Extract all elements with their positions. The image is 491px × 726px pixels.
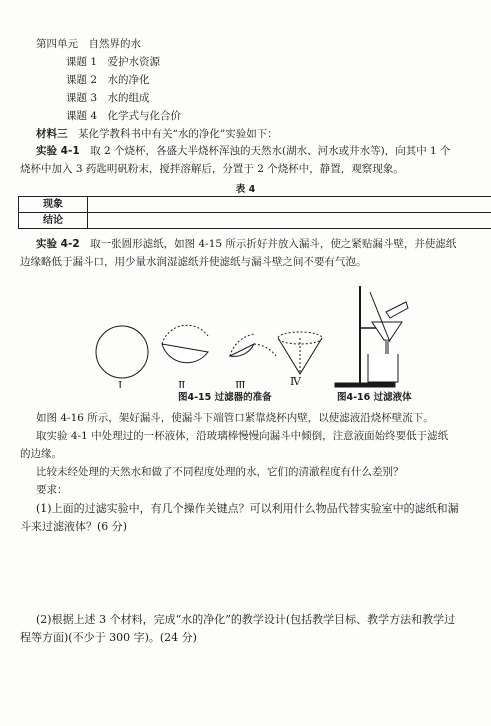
- unit-title: 第四单元 自然界的水: [36, 38, 141, 50]
- quarter-fold-dashed-edge: [254, 344, 276, 356]
- beaker: [368, 354, 398, 382]
- figure-label-2: Ⅱ: [178, 379, 186, 388]
- stand-base: [335, 383, 395, 387]
- topic-item: 课题 1 爱护水资源: [66, 56, 161, 68]
- filter-paper-circle-figure: [96, 326, 148, 378]
- exp42-line1: [36, 238, 456, 251]
- paragraph-pouring-line1: 取实验 4-1 中处理过的一杯液体，沿玻璃棒慢慢向漏斗中倾倒，注意液面始终要低于滤纸: [36, 430, 449, 442]
- exp42-label: 实验 4-2: [36, 238, 80, 250]
- paragraph-funnel-setup: 如图 4-16 所示，架好漏斗，使漏斗下端管口紧靠烧杯内壁，以使滤液沿烧杯壁流下。: [36, 412, 434, 424]
- paragraph-compare: 比较未经处理的天然水和做了不同程度处理的水，它们的清澈程度有什么差别？: [36, 466, 404, 478]
- question-2-line1: (2)根据上述 3 个材料，完成“水的净化”的教学设计(包括教学目标、教学方法和教学过: [36, 613, 456, 626]
- question-1-line1: (1)上面的过滤实验中，有几个操作关键点？可以利用什么物品代替实验室中的滤纸和漏: [36, 502, 459, 515]
- exp41-line2: 烧杯中加入 3 药匙明矾粉末，搅拌溶解后，分置于 2 个烧杯中，静置，观察现象。: [20, 163, 404, 175]
- filter-paper-half-figure: [162, 325, 208, 362]
- exp42-text: 取一张圆形滤纸，如图 4-15 所示折好并放入漏斗，使之紧贴漏斗壁，并使滤纸: [90, 238, 457, 250]
- question-2-line2: 程等方面)(不少于 300 字)。(24 分): [20, 631, 197, 644]
- exp41-label: 实验 4-1: [36, 145, 80, 157]
- question-1-line2: 斗来过滤液体？(6 分): [20, 520, 128, 533]
- filtration-apparatus: [335, 286, 408, 387]
- requirements-label: 要求：: [36, 484, 68, 496]
- figure-label-4: Ⅳ: [290, 375, 301, 388]
- figure-label-1: Ⅰ: [118, 379, 123, 388]
- exp41-line1: [36, 145, 451, 158]
- filter-figures: [90, 282, 420, 388]
- filter-paper-circle: [96, 326, 148, 378]
- paragraph-pouring-line2: 的边缘。: [20, 448, 62, 460]
- quarter-fold-paper: [230, 344, 254, 356]
- table-caption: 表 4: [235, 184, 256, 195]
- material3-text: 某化学教科书中有关“水的净化”实验如下：: [78, 128, 278, 140]
- topic-item: 课题 3 水的组成: [66, 92, 150, 104]
- exp42-line2: 边缘略低于漏斗口，用少量水润湿滤纸并使滤纸与漏斗壁之间不要有气泡。: [20, 256, 367, 268]
- pouring-beaker: [386, 302, 408, 318]
- filter-paper-quarter-figure: [230, 334, 276, 356]
- figure-4-15-caption: 图4-15 过滤器的准备: [178, 392, 272, 403]
- figure-4-16-caption: 图4-16 过滤液体: [337, 392, 412, 403]
- table-cell-phenomenon: [88, 197, 491, 213]
- table-cell-conclusion: [88, 213, 491, 229]
- half-fold-dashed-edge: [162, 325, 208, 344]
- half-fold-paper: [162, 344, 208, 363]
- topic-item: 课题 4 化学式与化合价: [66, 110, 182, 122]
- table-header-phenomenon: 现象: [19, 197, 88, 213]
- material3-heading: [36, 128, 278, 141]
- table-row: [19, 197, 491, 213]
- table-header-conclusion: 结论: [19, 213, 88, 229]
- figure-label-3: Ⅲ: [235, 379, 246, 388]
- observation-table: [18, 196, 491, 229]
- material3-label: 材料三: [36, 128, 68, 140]
- table-row: [19, 213, 491, 229]
- exp41-text: 取 2 个烧杯，各盛大半烧杯浑浊的天然水(湖水、河水或井水等)，向其中 1 个: [90, 145, 451, 157]
- topic-item: 课题 2 水的净化: [66, 74, 150, 86]
- filter-paper-cone-figure: [278, 332, 322, 374]
